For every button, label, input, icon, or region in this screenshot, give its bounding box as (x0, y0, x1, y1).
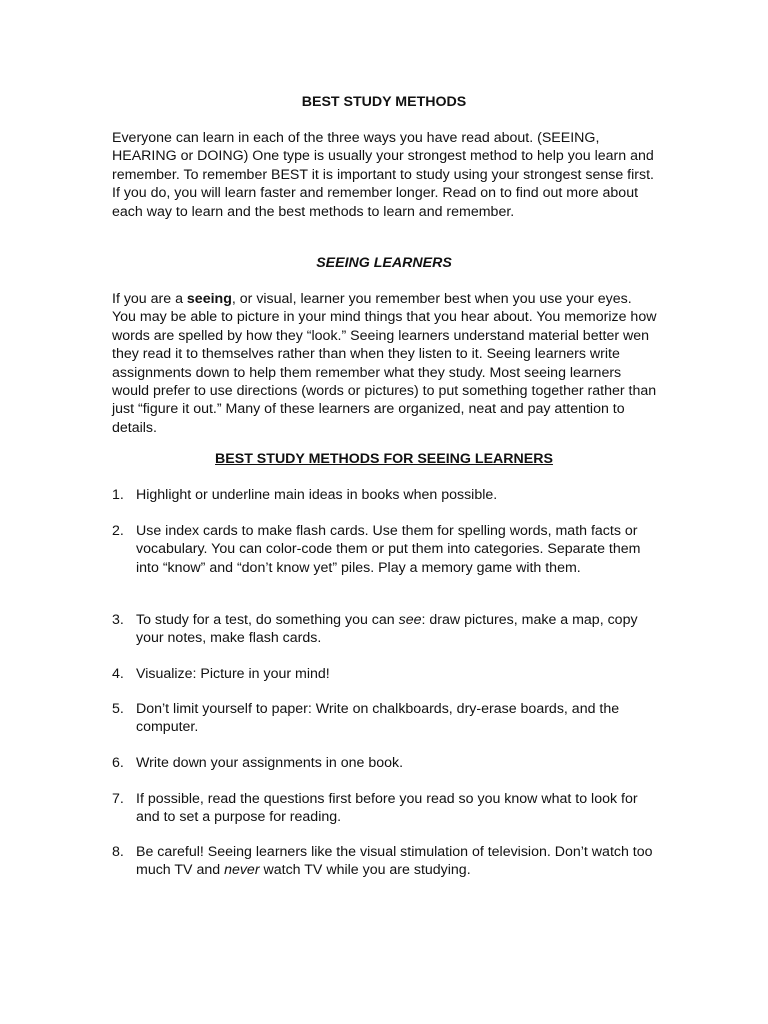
section-heading: SEEING LEARNERS (316, 255, 452, 271)
list-text-start: Be careful! Seeing learners like the visual stimulation of television. Don’t watch too much TV and (136, 844, 653, 879)
methods-heading: BEST STUDY METHODS FOR SEEING LEARNERS (215, 451, 553, 467)
list-text: Highlight or underline main ideas in books when possible. (136, 487, 498, 503)
list-number: 3. (112, 612, 124, 628)
seeing-learners-paragraph (112, 290, 657, 437)
list-number: 7. (112, 791, 124, 807)
list-number: 2. (112, 523, 124, 539)
list-text-rest: watch TV while you are studying. (259, 862, 471, 879)
intro-paragraph: Everyone can learn in each of the three ways you have read about. (SEEING, HEARING or DOING) One type is usually your strongest method to help you learn and remember. To remember BEST it is important to study using your strongest sense first. If you do, you will learn faster and remember longer. Read on to find out more about each way to learn and the best methods to learn and remember. (112, 130, 654, 220)
list-text (136, 843, 656, 880)
list-text: Don’t limit yourself to paper: Write on chalkboards, dry-erase boards, and the computer. (136, 701, 620, 736)
paragraph-text-start: If you are a (112, 291, 187, 307)
list-number: 8. (112, 844, 124, 860)
italic-term: see (398, 612, 422, 628)
list-text: If possible, read the questions first before you read so you know what to look for and to set a purpose for reading. (136, 791, 638, 826)
list-text: Use index cards to make flash cards. Use them for spelling words, math facts or vocabulary. You can color-code them or put them into categories. Separate them into “know” and “don’t know yet” piles. Play a memory game with them. (136, 523, 641, 576)
list-number: 1. (112, 487, 124, 503)
list-text (136, 611, 656, 648)
list-number: 6. (112, 755, 124, 771)
list-text: Write down your assignments in one book. (136, 755, 404, 771)
list-number: 5. (112, 701, 124, 717)
paragraph-text-rest: , or visual, learner you remember best when you use your eyes. You may be able to picture in your mind things that you hear about. You memorize how words are spelled by how they “look.” Seeing learners understand material better wen they read it to themselves rather than when they listen to it. Seeing learners write assignments down to help them remember what they study. Most seeing learners would prefer to use directions (words or pictures) to put something together rather than just “figure it out.” Many of these learners are organized, neat and pay attention to details. (112, 291, 657, 436)
list-number: 4. (112, 666, 124, 682)
italic-term: never (224, 862, 260, 879)
list-text: Visualize: Picture in your mind! (136, 666, 330, 682)
list-text-start: To study for a test, do something you can (136, 612, 399, 628)
bold-term: seeing (186, 291, 232, 307)
list-text-rest: : draw pictures, make a map, copy your notes, make flash cards. (136, 612, 638, 647)
document-title: BEST STUDY METHODS (301, 94, 467, 110)
